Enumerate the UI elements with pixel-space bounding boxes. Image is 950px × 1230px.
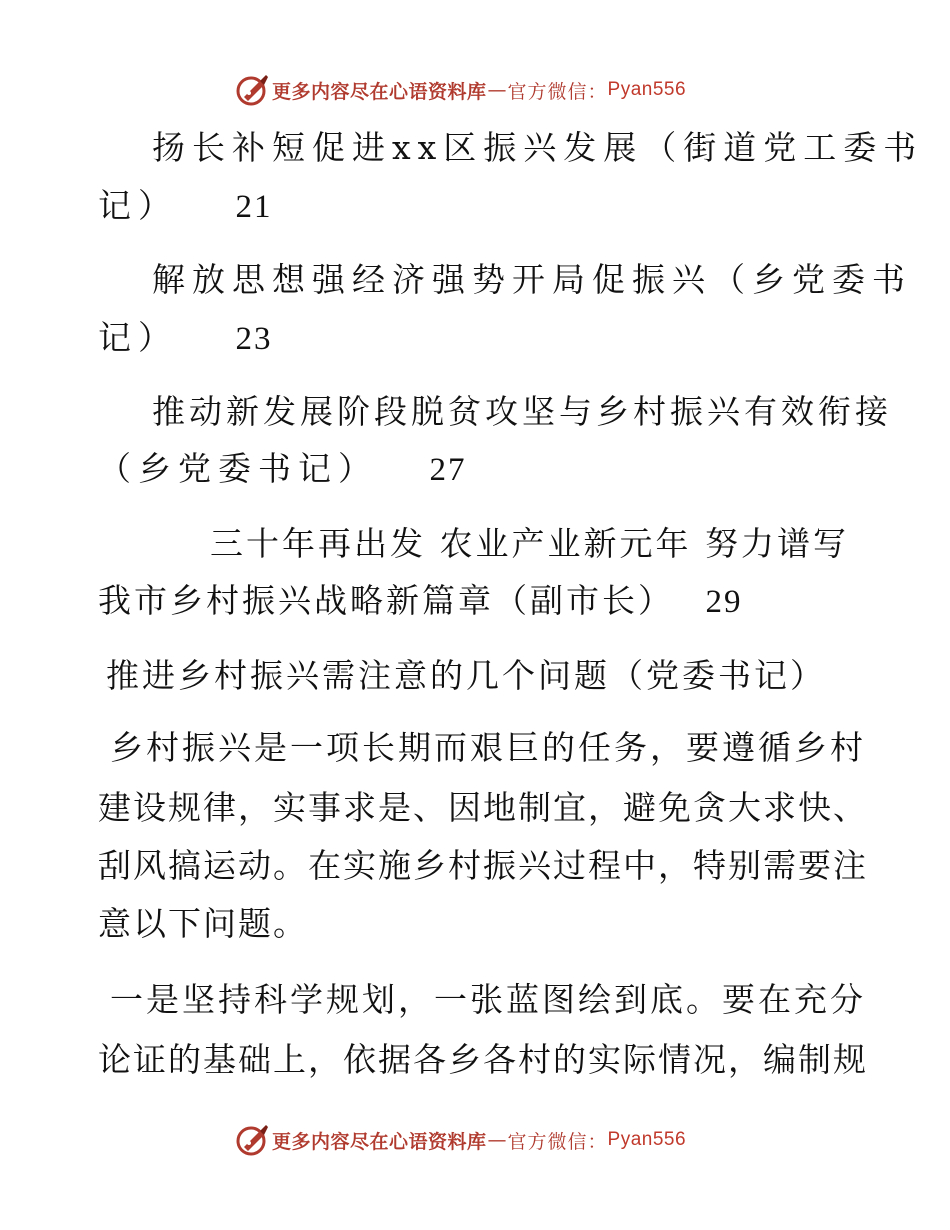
watermark-wechat-label: 官方微信：	[507, 1130, 608, 1153]
watermark-wechat-id: Pyan556	[607, 79, 687, 100]
toc-entry-3-page: 27	[429, 452, 467, 488]
toc-entry-2-title: 解放思想强经济强势开局促振兴（乡党委书	[152, 260, 912, 299]
pen-logo-icon	[236, 1123, 270, 1157]
watermark-dash: —	[487, 79, 507, 101]
toc-entry-2-title-cont	[0, 318, 950, 359]
para1-line4: 意以下问题。	[98, 904, 308, 943]
watermark-wechat-label: 官方微信：	[507, 80, 608, 103]
toc-entry-4-title-line2: 我市乡村振兴战略新篇章（副市长）	[98, 581, 674, 620]
para1-line1: 乡村振兴是一项长期而艰巨的任务，要遵循乡村	[110, 728, 866, 767]
toc-entry-1-title-cont	[0, 186, 950, 227]
toc-entry-3-title-cont	[0, 449, 950, 490]
para1-line3: 刮风搞运动。在实施乡村振兴过程中，特别需要注	[98, 846, 868, 885]
toc-entry-3-title-line2: （乡党委书记）	[98, 449, 378, 488]
toc-entry-1-title-line2: 记）	[98, 186, 178, 225]
watermark-dash: —	[487, 1129, 507, 1151]
toc-entry-2-title-line2: 记）	[98, 318, 178, 357]
toc-entry-1-title: 扬长补短促进xx区振兴发展（街道党工委书	[152, 128, 924, 167]
article-heading: 推进乡村振兴需注意的几个问题（党委书记）	[106, 656, 826, 695]
toc-entry-4-page: 29	[705, 584, 743, 620]
toc-entry-1-page: 21	[235, 189, 273, 225]
para2-line2: 论证的基础上，依据各乡各村的实际情况，编制规	[98, 1040, 868, 1079]
toc-entry-4-title: 三十年再出发 农业产业新元年 努力谱写	[210, 524, 849, 563]
para2-line1: 一是坚持科学规划，一张蓝图绘到底。要在充分	[110, 980, 866, 1019]
watermark-header	[236, 72, 686, 108]
toc-entry-2-page: 23	[235, 321, 273, 357]
toc-entry-3-title: 推动新发展阶段脱贫攻坚与乡村振兴有效衔接	[152, 392, 892, 431]
para1-line2: 建设规律，实事求是、因地制宜，避免贪大求快、	[98, 788, 868, 827]
watermark-footer	[236, 1122, 686, 1158]
pen-logo-icon	[236, 73, 270, 107]
watermark-wechat-id: Pyan556	[607, 1129, 687, 1150]
watermark-text: 更多内容尽在心语资料库	[272, 1130, 487, 1153]
watermark-text: 更多内容尽在心语资料库	[272, 80, 487, 103]
toc-entry-4-title-cont	[0, 581, 950, 622]
